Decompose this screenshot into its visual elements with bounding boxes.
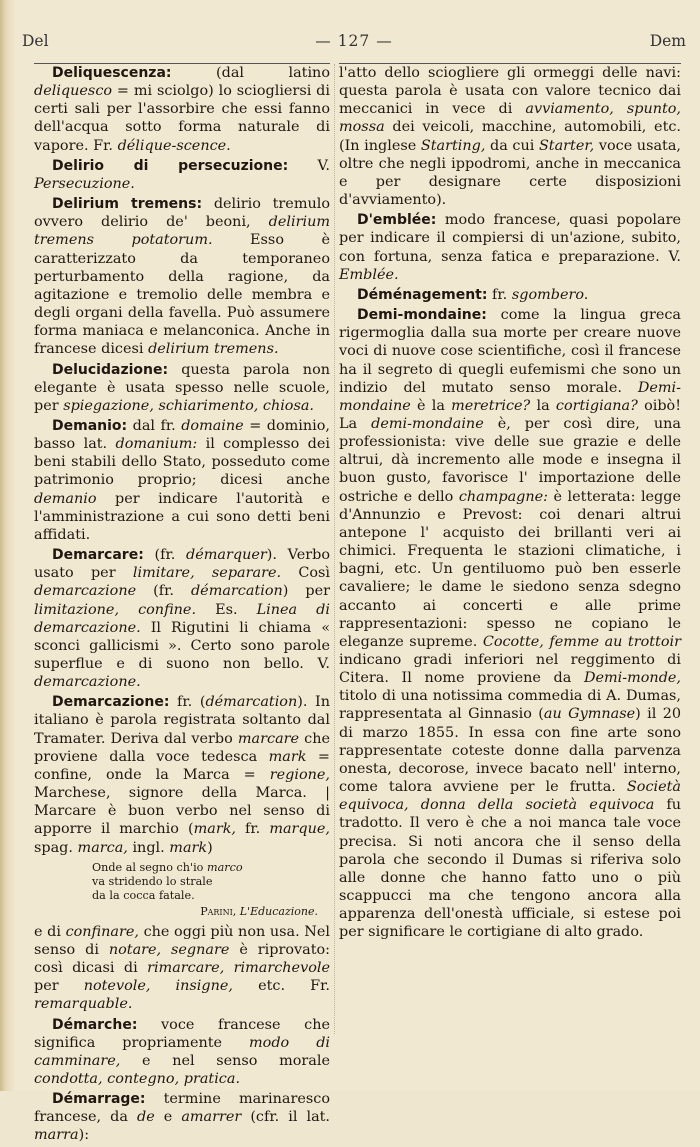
entry-italic: Starter, [538,137,595,154]
entry-text: il complesso dei beni stabili dello Stato, posseduto come patrimonio proprio; dicesi anche [34,436,330,489]
entry-text: voce usata, oltre che negli ippodromi, anche in meccanica e per designare certe disposizioni d'avviamento). [339,137,681,209]
page-number: — 127 — [315,32,393,50]
entry-italic: delirium tremens potatorum. [34,214,330,249]
quotation-source [92,905,330,919]
entry-text: delirio tremulo ovvero delirio de' beoni, [34,196,331,231]
entry-delirium-tremens [34,195,330,358]
entry-italic: regione, [269,766,330,783]
entry-italic: avviamento, spunto, mossa [339,101,681,136]
column-divider [334,64,335,1034]
entry-text: fr. [236,821,270,838]
entry-text: che proviene dalla voce tedesca [34,730,330,765]
entry-italic: Società equivoca, donna della società equivoca [339,779,681,814]
header-left-guide-word: Del [22,32,49,50]
headword: Démarche: [52,1016,138,1033]
headword: D'emblée: [357,212,437,229]
entry-text: (cfr. il lat. [241,1109,331,1126]
entry-italic: amarrer [181,1109,242,1126]
entry-text: ingl. [127,839,170,856]
entry-text: etc. Fr. [232,978,330,995]
entry-italic: Starting, [420,137,486,154]
entry-text: modo francese, quasi popolare per indicare il compiersi di un'azione, subito, con fortuna, senza fatica e preparazione. V. [339,212,681,265]
entry-text: la [530,397,556,414]
entry-text: (dal latino [171,65,330,81]
entry-text: Così [281,565,331,582]
entry-italic: domaine [181,417,244,434]
entry-text: è la [410,397,452,414]
entry-italic: sgombero. [511,286,589,303]
entry-text: = mi sciolgo) lo sciogliersi di certi sali per l'assorbire che essi fanno dell'acqua sotto forma naturale di vapore. Fr. [34,83,330,154]
entry-italic: demarcazione. [34,674,141,691]
entry-demarrage [34,1090,330,1144]
entry-text: per [34,978,84,995]
headword: Démarrage: [52,1091,146,1108]
entry-text: termine marinaresco francese, da [34,1091,330,1126]
page-header [22,32,686,54]
headword: Demanio: [52,417,128,434]
entry-text: ) il 20 di marzo 1855. In essa con fine arte sono rappresentate coteste donne dalla parvenza onesta, decorose, invece bacato nell' interno, come talora avviene per le frutta. [339,706,682,796]
entry-italic: Demi-monde, [583,670,681,687]
entry-italic: notevole, insigne, [83,978,233,995]
entry-text: (fr. [143,547,187,564]
headword: Delirio di persecuzione: [52,157,289,174]
entry-italic: délique-scence. [117,137,231,154]
entry-italic: modo di camminare, [34,1034,331,1069]
left-column [34,64,330,1147]
entry-delirio-di-persecuzione [34,157,330,193]
entry-text: da cui [485,137,539,154]
entry-italic: Cocotte, femme au trottoir [482,633,681,650]
entry-text: questa parola non elegante è usata spesso nelle scuole, per [34,361,330,414]
entry-text: V. [288,157,330,174]
entry-italic: domanium: [115,436,198,453]
entry-text: per indicare l'autorità e l'amministrazione a cui sono detti beni affidati. [34,490,330,543]
entry-text: che oggi più non usa. Nel senso di [34,923,330,958]
header-right-guide-word: Dem [649,32,686,50]
entry-italic: démarquer [186,547,267,564]
entry-text: Il Rigutini li chiama « sconci gallicismi ». Certo sono parole superflue e di suono non bello. V. [34,619,330,672]
entry-text: dei veicoli, macchine, automobili, etc. (In inglese [339,119,681,154]
entry-italic: démarcation [190,583,283,600]
entry-italic: champagne: [458,488,549,505]
entry-text: fu tradotto. Il vero è che a noi manca tale voce precisa. Si noti ancora che il senso della parola che secondo il Dumas si riferiva solo alle donne che hanno fatto uno o più scappucci ma che tengono ancora alla apparenza dell'onestà ufficiale, si estese poi per significare le cortigiane di alto grado. [339,797,682,941]
entry-text: oibò! La [339,397,682,432]
entry-italic: demanio [34,490,97,507]
entry-italic: spiegazione, schiarimento, chiosa. [63,397,315,414]
entry-demi-mondaine [339,306,681,941]
entry-italic: marque, [269,821,330,838]
entry-italic: au Gymnase [543,706,636,723]
entry-text: titolo di una notissima commedia di A. Dumas, rappresentata al Ginnasio ( [339,688,681,723]
entry-italic: rimarcare, rimarchevole [147,960,330,977]
entry-italic: demarcazione [34,583,137,600]
headword: Demarcazione: [52,694,170,711]
entry-italic: delirium tremens. [148,341,279,358]
entry-italic: Demi-mondaine [339,379,681,414]
entry-italic: limitare, separare. [132,565,282,582]
entry-italic: notare, segnare [108,941,230,958]
verse-line: va stridendo lo strale [92,874,213,888]
entry-text: e nel senso morale [120,1052,330,1069]
headword: Demarcare: [52,547,144,564]
entry-deliquescenza [34,64,330,155]
entry-text: indicano gradi inferiori nel reggimento di Citera. Il nome proviene da [339,652,681,687]
entry-demenagement [339,286,681,304]
entry-italic: Persecuzione. [34,175,135,192]
entry-text: = dominio, basso lat. [34,417,330,453]
right-column [339,64,681,944]
entry-italic: confinare, [65,923,139,940]
entry-text: spag. [34,839,78,856]
entry-text: ): [78,1127,90,1144]
entry-italic: cortigiana? [555,397,638,414]
entry-text: e [154,1109,182,1126]
entry-continuation-demarrage [339,64,681,209]
entry-italic: condotta, contegno, pratica. [34,1070,241,1087]
entry-text: l'atto dello sciogliere gli ormeggi delle navi: questa parola è usata con valore tecnico dai meccanici in vece di [339,65,681,118]
entry-italic: limitazione, confine. [34,601,197,618]
entry-text: e di [34,923,66,940]
entry-text: dal fr. [127,417,182,434]
entry-text: Marchese, signore della Marca. | Marcare è buon verbo nel senso di apporre il marchio ( [34,785,330,838]
verse-line: da la cocca fatale. [92,888,195,902]
verse-italic: marco [206,860,243,874]
entry-continuation [34,923,330,1014]
entry-italic: mark, [193,821,237,838]
verse-line [92,861,330,875]
entry-italic: remarquable. [34,996,133,1013]
entry-italic: Emblée. [339,266,399,283]
verse-text: Onde al segno ch'io [92,860,207,874]
entry-italic: démarcation [205,694,298,711]
headword: Delirium tremens: [52,196,203,213]
entry-text: è letterata: legge d'Annunzio e Prevost: coi denari altrui antepone l' acquisto dei brillanti veri ai chimici. Frequenta le stazioni climatiche, i bagni, etc. Un gentiluomo può ben esserle cavaliere; le dame le siedono senza sdegno accanto ai concerti e alle prime rappresentazioni: spesso ne copiano le eleganze supreme. [339,488,681,650]
entry-demarche [34,1016,330,1089]
entry-text: ) [207,839,213,856]
entry-italic: demi-mondaine [371,415,484,432]
headword: Delucidazione: [52,361,169,378]
entry-text: fr. ( [169,694,206,711]
entry-italic: Linea di demarcazione. [34,601,330,636]
entry-italic: mark [268,748,307,765]
entry-italic: deliquesco [34,83,113,100]
entry-text: voce francese che significa propriamente [34,1016,330,1051]
headword: Demi-mondaine: [357,307,487,324]
entry-demarcazione [34,693,330,856]
entry-demanio [34,417,330,544]
entry-italic: marcare [237,730,300,747]
entry-text: = confine, onde la Marca = [34,748,330,783]
entry-text: ) per [282,583,331,600]
verse-quotation [92,861,330,919]
entry-text: ). In italiano è parola registrata soltanto dal Tramater. Deriva dal verbo [34,694,330,747]
entry-text: come la lingua greca rigermoglia dalla sua morte per creare nuove voci di nuove cose scientifiche, così il francese ha il segreto di quegli eufemismi che sono un indizio del mutato senso morale. [339,307,681,396]
entry-text: è riprovato: così dicasi di [34,941,330,977]
entry-demarcare [34,546,330,691]
entry-text: fr. [487,286,512,303]
entry-italic: marra [34,1127,79,1144]
entry-italic: de [136,1109,155,1126]
quotation-work: L'Educazione. [236,904,318,918]
quotation-author: Parini, [200,904,237,918]
entry-text: ). Verbo usato per [34,547,331,582]
entry-delucidazione [34,361,330,415]
headword: Deliquescenza: [52,65,172,81]
headword: Déménagement: [357,286,488,303]
entry-d-emblee [339,211,681,284]
entry-text: (fr. [136,583,191,600]
entry-text: Es. [196,601,257,618]
entry-italic: marca, [77,839,128,856]
entry-text: è, per così dire, una professionista: vive delle sue grazie e delle altrui, dà incremento alle mode e insegna il buon gusto, favorisce l' importazione delle ostriche e dello [339,415,681,505]
entry-italic: mark [169,839,208,856]
entry-text: Esso è caratterizzato da temporaneo perturbamento della ragione, da agitazione e tremolio delle membra e degli organi della favella. Può assumere forma maniaca e melanconica. Anche in francese dicesi [34,232,330,358]
entry-italic: meretrice? [451,397,531,414]
